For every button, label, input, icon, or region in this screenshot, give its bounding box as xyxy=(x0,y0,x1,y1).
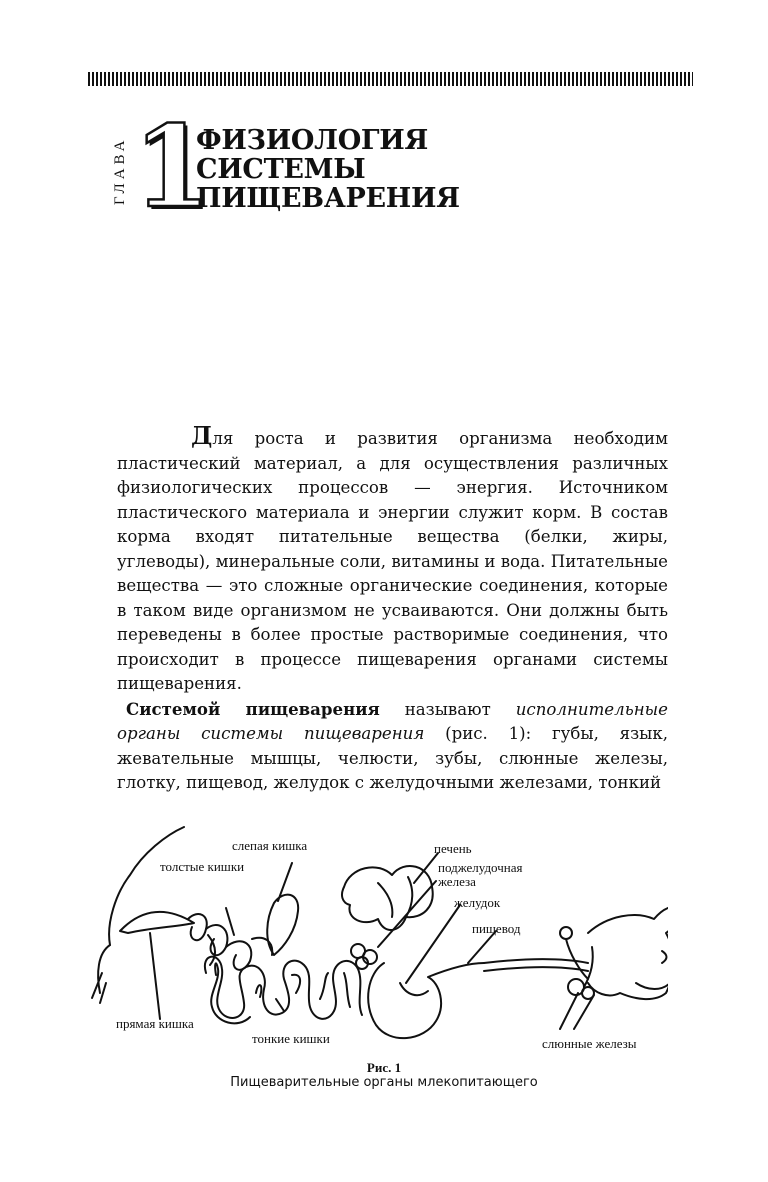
body-text xyxy=(117,421,668,796)
paragraph xyxy=(117,421,668,697)
chapter-label: ГЛАВА xyxy=(112,136,128,206)
label-stomach: желудок xyxy=(454,895,501,910)
chapter-title-line: ФИЗИОЛОГИЯ xyxy=(196,125,428,156)
paragraph-text: ля роста и развития организма необходим пластический материал, а для осуществления различных физиологических процессов — энергия. Источником пластического материала и энергии служит корм. В состав корма входят питательные вещества (белки, жиры, углеводы), минеральные соли, витамины и вода. Питательные вещества — это сложные органические соединения, которые в таком виде организмом не усваиваются. Они должны быть переведены в более простые растворимые соединения, что происходит в процессе пищеварения органами системы пищеварения. xyxy=(117,429,668,693)
chapter-title-line: СИСТЕМЫ xyxy=(196,154,366,185)
header-rule xyxy=(88,72,693,86)
label-pancreas-2: железа xyxy=(438,874,476,889)
term-italic: исполнительные органы системы пищеварения xyxy=(117,699,668,743)
label-rectum: прямая кишка xyxy=(116,1016,194,1031)
figure-number: Рис. 1 xyxy=(366,1060,402,1075)
chapter-title-line: ПИЩЕВАРЕНИЯ xyxy=(196,183,460,214)
label-small-intestine: тонкие кишки xyxy=(252,1031,330,1046)
chapter-number: 1 xyxy=(133,102,211,233)
label-cecum: слепая кишка xyxy=(232,838,308,853)
figure-caption: Пищеварительные органы млекопитающего xyxy=(230,1075,538,1090)
label-large-intestine: толстые кишки xyxy=(160,859,245,874)
paragraph-text: называют xyxy=(379,699,516,719)
label-salivary-glands: слюнные железы xyxy=(542,1036,637,1051)
term-bold: Системой пищеварения xyxy=(126,698,380,719)
label-liver: печень xyxy=(434,841,472,856)
label-esophagus: пищевод xyxy=(472,921,521,936)
chapter-title xyxy=(196,126,460,213)
drop-cap: Д xyxy=(191,421,213,450)
label-pancreas-1: поджелудочная xyxy=(438,860,523,875)
paragraph xyxy=(117,697,668,796)
figure-digestive-organs xyxy=(88,823,668,1053)
paragraph-text: (рис. 1): губы, язык, жевательные мышцы, челюсти, зубы, слюнные железы, глотку, пищевод, желудок с желудочными железами, тонкий xyxy=(117,724,668,792)
